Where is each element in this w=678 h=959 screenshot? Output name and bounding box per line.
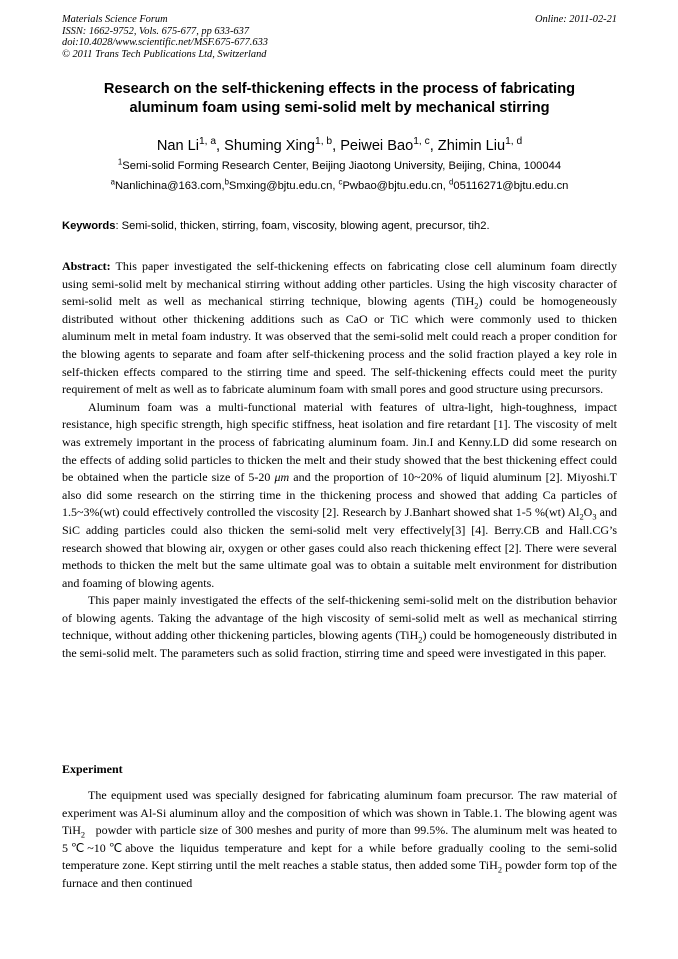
subscript: 2 (497, 865, 502, 875)
title-line-2: aluminum foam using semi-solid melt by mechanical stirring (129, 100, 550, 116)
paragraph-text: ) could be homogeneously distributed in the semi-solid melt. The parameters such as solid fraction, stirring time and speed were investigated in this paper. (62, 628, 618, 661)
paragraph-text: This paper mainly investigated the effects of the self-thickening semi-solid melt on the distribution behavior of blowing agents. Taking the advantage of the high viscosity of semi-solid melt as well as mechanical stirring technique, without adding other thickening particles, blowing agents (TiH (62, 593, 617, 643)
abstract-text: This paper investigated the self-thickening effects on fabricating close cell aluminum foam directly using semi-solid melt by mechanical stirring without adding other particles. Using the high viscosity character of semi-solid melt as well as mechanical stirring technique, blowing agents (TiH (62, 259, 617, 309)
abstract-label: Abstract: (62, 259, 111, 273)
email-address: Pwbao@bjtu.edu.cn (342, 180, 443, 192)
keywords-label: Keywords (62, 220, 116, 232)
journal-name: Materials Science Forum (62, 14, 168, 25)
author-list: Nan Li$^{1, a}$, Shuming Xing$^{1, b}$, Peiwei Bao$^{1, c}$, Zhimin Liu$^{1, d}$ (156, 136, 523, 154)
affiliation-superscript: 1 (117, 157, 123, 167)
author-superscript: 1, b (315, 136, 333, 148)
email-superscript: d (449, 177, 454, 187)
email-address: 05116271@bjtu.edu.cn (453, 180, 569, 192)
email-superscript: c (338, 177, 343, 187)
title-line-1: Research on the self-thickening effects in the process of fabricating (103, 81, 576, 97)
paper-title (62, 80, 617, 118)
issn-line: ISSN: 1662-9752, Vols. 675-677, pp 633-637 (62, 25, 250, 37)
paragraph-text: The equipment used was specially designed for fabricating aluminum foam precursor. The raw material of experiment was Al-Si aluminum alloy and the composition of which was shown in Table.1. The blowing agent was TiH (62, 788, 617, 838)
paragraph-text: Aluminum foam was a multi-functional material with features of ultra-light, high-toughness, impact resistance, high specific strength, high specific stiffness, heat isolation and fire retardant [1]. The viscosity of melt was extremely important in the process of fabricating aluminum foam. Jin.I and Kenny.LD did some research on the effects of adding solid particles to thicken the melt and their study showed that the best thickening effect could be obtained when the particle size of 5-20 (62, 399, 617, 485)
paragraph-text: and the proportion of 10~20% of liquid aluminum [2]. Miyoshi.T also did some research on the stirring time in the thickening process and showed that adding Ca particles of 1.5~3%(wt) could effectively controlled the viscosity [2]. Research by J.Banhart showed shat 1-5 %(wt) Al (62, 470, 617, 520)
subscript: 2 (579, 512, 584, 522)
subscript: 2 (80, 830, 86, 840)
body-section (62, 258, 617, 663)
paragraph-text: O (583, 505, 593, 520)
author-name: Shuming Xing (224, 138, 316, 154)
email-list: $^a$Nanlichina@163.com,$^b$Smxing@bjtu.edu.cn, $^c$Pwbao@bjtu.edu.cn, $^d$05116271@bjtu.edu.cn (110, 177, 569, 192)
copyright-line: © 2011 Trans Tech Publications Ltd, Switzerland (62, 48, 267, 60)
paragraph-text: powder with particle size of 300 meshes and purity of more than 99.5%. The aluminum melt was heated to 5℃~10℃above the liquidus temperature and kept for a while before gradually cooling to the semi-solid temperature zone. Kept stirring until the melt reaches a stable status, then added some TiH (62, 823, 620, 873)
paragraph-text: powder form top of the furnace and then continued (62, 858, 617, 890)
author-superscript: 1, c (413, 136, 430, 148)
subscript: 2 (474, 301, 479, 311)
affiliation-text: Semi-solid Forming Research Center, Beijing Jiaotong University, Beijing, China, 100044 (122, 160, 562, 172)
unit-symbol: μm (274, 470, 290, 485)
subscript: 2 (418, 635, 423, 645)
journal-header (62, 14, 617, 60)
experiment-section (62, 787, 620, 893)
author-name: Nan Li (156, 138, 199, 154)
keywords-text: : Semi-solid, thicken, stirring, foam, viscosity, blowing agent, precursor, tih2. (115, 220, 490, 232)
author-superscript: 1, a (199, 136, 217, 148)
abstract-text: ) could be homogeneously distributed without other thickening additions such as CaO or TiC which were commonly used to thicken aluminum melt in metal foam industry. It was observed that the semi-solid melt could reach a proper condition for the blowing agents to separate and foam after self-thickening process and the solid fraction played a key role in self-thicken effects compared to the stirring time and speed. The self-thickening effects could meet the purity requirement of melt as well as to fabricate aluminum foam with small pores and good structure using precursors. (62, 294, 617, 397)
email-address: Smxing@bjtu.edu.cn (228, 180, 333, 192)
author-name: Peiwei Bao (340, 138, 414, 154)
author-name: Zhimin Liu (437, 138, 506, 154)
intro-paragraph-1 (62, 399, 617, 593)
keywords (62, 220, 617, 232)
experiment-heading: Experiment (62, 762, 123, 776)
abstract-paragraph (62, 258, 617, 399)
experiment-paragraph (62, 787, 620, 893)
email-superscript: a (110, 177, 115, 187)
doi-line: doi:10.4028/www.scientific.net/MSF.675-677.633 (62, 37, 268, 48)
author-superscript: 1, d (505, 136, 523, 148)
email-superscript: b (224, 177, 229, 187)
intro-paragraph-2 (62, 592, 617, 662)
paragraph-text: and SiC adding particles could also thicken the semi-solid melt very effectively[3] [4]. Berry.CB and Hall.CG’s research showed that blowing air, oxygen or other gases could also reach thickening effect [2]. There were several methods to thicken the melt but the same ultimate goal was to obtain a suitable melt environment for distribution and foaming of blowing agents. (62, 505, 618, 590)
subscript: 3 (592, 512, 597, 522)
email-address: Nanlichina@163.com (114, 180, 222, 192)
online-date: Online: 2011-02-21 (534, 14, 617, 25)
affiliation (62, 157, 617, 172)
